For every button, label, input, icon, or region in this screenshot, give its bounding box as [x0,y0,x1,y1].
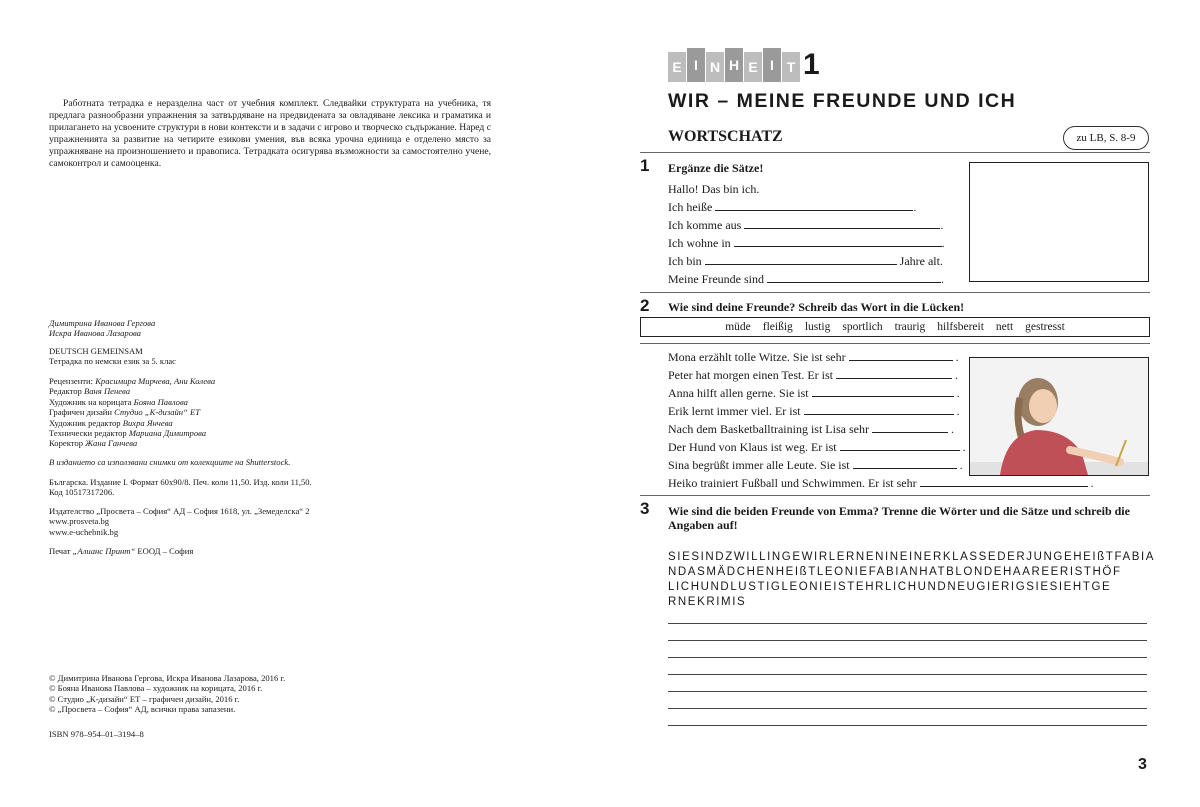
word-bank-item: müde [725,321,751,333]
ex2-sentence: Anna hilft allen gerne. Sie ist . [668,386,960,400]
writing-line[interactable] [668,708,1147,709]
book-title: DEUTSCH GEMEINSAM [49,346,143,356]
copyright-line: © Студио „К-дизайн“ ЕТ – графичен дизайн, 2016 г. [49,693,240,704]
unit-badge: E I N H E I T 1 [668,44,820,82]
divider [640,343,1150,344]
publisher-info [49,506,409,537]
word-bank-item: traurig [894,321,926,333]
unit-number: 1 [803,48,820,81]
copyright-block [49,673,409,715]
exercise-2-number: 2 [640,296,650,315]
exercise-1-heading: Ergänze die Sätze! [668,161,764,175]
ex1-line: Ich heiße . [668,200,917,214]
ex2-sentence: Mona erzählt tolle Witze. Sie ist sehr . [668,350,959,364]
word-bank [640,317,1150,337]
word-bank-item: gestresst [1025,321,1065,333]
ex2-sentence: Peter hat morgen einen Test. Er ist . [668,368,959,382]
writing-line[interactable] [668,623,1147,624]
ex1-line: Meine Freunde sind . [668,272,944,286]
ex2-blank[interactable] [872,422,948,433]
divider [640,292,1150,293]
credit-line: Художник редактор Вихра Янчева [49,417,173,428]
letter-chain-line: NDASMÄDCHENHEIßTLEONIEFABIANHATBLONDEHAAREERISTHÖF [668,566,1122,578]
intro-paragraph: Работната тетрадка е неразделна част от учебния комплект. Следвайки структурата на учебника, тя предлага разнообразни упражнения за затвърдяване на предвидената за овладяване лексика и граматика и прилагането на усвоените структури в нови контексти и в задачи с игрово и творческо съдържание. Наред с упражненията за развитие на четирите езикови умения, във всяка урочна единица е отделено място за упражняване на произношението и правописа. Тетрадката осигурява възможности за самостоятелно учене, самоконтрол и самооценка. [49,98,491,170]
copyright-line: © „Просвета – София“ АД, всички права запазени. [49,704,236,715]
section-title: WORTSCHATZ [668,128,783,145]
ex1-line: Ich bin Jahre alt. [668,254,943,268]
book-subtitle: Тетрадка по немски език за 5. клас [49,356,177,367]
ex2-blank[interactable] [920,476,1088,487]
letter-chain-line: SIESINDZWILLINGEWIRLERNENINEINERKLASSEDERJUNGEHEIßTFABIA [668,551,1156,563]
ex1-blank[interactable] [705,254,897,265]
author-2: Искра Иванова Лазарова [49,328,141,339]
publisher-website: www.prosveta.bg [49,516,110,527]
reference-badge: zu LB, S. 8-9 [1063,126,1149,150]
publisher-website: www.e-uchebnik.bg [49,526,119,537]
letter-chain-line: LICHUNDLUSTIGLEONIEISTEHRLICHUNDNEUGIERIGSIESIEHTGE [668,581,1112,593]
ex2-sentence: Heiko trainiert Fußball und Schwimmen. Er ist sehr . [668,476,1094,490]
girl-writing-illustration [970,358,1148,475]
ex1-blank[interactable] [744,218,940,229]
ex2-blank[interactable] [840,440,960,451]
divider [640,152,1150,153]
word-bank-item: hilfsbereit [937,321,984,333]
exercise-3-number: 3 [640,499,650,518]
ex2-blank[interactable] [836,368,952,379]
letter-chain-line: RNEKRIMIS [668,596,747,608]
writing-line[interactable] [668,640,1147,641]
exercise-2-heading: Wie sind deine Freunde? Schreib das Wort in die Lücken! [668,300,965,314]
credit-line: Технически редактор Мариана Димитрова [49,428,207,439]
credit-line: Графичен дизайн Студио „К-дизайн“ ЕТ [49,407,201,418]
unit-title: WIR – MEINE FREUNDE UND ICH [668,90,1017,112]
word-bank-item: lustig [804,321,831,333]
ex1-line: Ich komme aus . [668,218,944,232]
self-portrait-box[interactable] [969,162,1149,282]
writing-line[interactable] [668,725,1147,726]
girl-writing-photo [969,357,1149,476]
exercise-1-number: 1 [640,156,650,175]
writing-line[interactable] [668,674,1147,675]
credit-line: Художник на корицата Бояна Павлова [49,396,188,407]
exercise-3-heading-line1: Wie sind die beiden Freunde von Emma? Trenne die Wörter und die Sätze und schreib die [668,504,1130,518]
shutterstock-note: В изданието са използвани снимки от колекциите на Shutterstock. [49,457,291,467]
word-bank-item: nett [995,321,1014,333]
exercise-3-heading-line2: Angaben auf! [668,518,738,532]
ex1-line: Ich wohne in . [668,236,945,250]
credit-line: Коректор Жана Ганчева [49,438,138,449]
ex1-blank[interactable] [734,236,942,247]
isbn: ISBN 978–954–01–3194–8 [49,729,144,739]
ex1-blank[interactable] [767,272,941,283]
word-bank-item: sportlich [842,321,883,333]
ex2-sentence: Nach dem Basketballtraining ist Lisa sehr . [668,422,954,436]
divider [640,495,1150,496]
ex2-blank[interactable] [804,404,954,415]
page-number: 3 [1138,756,1147,773]
copyright-line: © Бояна Иванова Павлова – художник на корицата, 2016 г. [49,683,263,694]
ex2-blank[interactable] [849,350,953,361]
print-info [49,477,409,498]
copyright-line: © Димитрина Иванова Гергова, Искра Иванова Лазарова, 2016 г. [49,673,286,683]
ex1-blank[interactable] [715,200,913,211]
publisher-line: Издателство „Просвета – София“ АД – София 1618, ул. „Земеделска“ 2 [49,506,310,516]
letter-chain [668,550,1155,610]
writing-line[interactable] [668,657,1147,658]
print-info-line: Код 10517317206. [49,487,115,498]
ex1-line: Hallo! Das bin ich. [668,182,760,196]
book-info [49,346,409,367]
ex2-sentence: Erik lernt immer viel. Er ist . [668,404,960,418]
writing-line[interactable] [668,691,1147,692]
authors [49,318,409,339]
credit-line: Рецензенти: Красимира Мирчева, Ани Колева [49,376,216,386]
print-info-line: Българска. Издание I. Формат 60x90/8. Печ. коли 11,50. Изд. коли 11,50. [49,477,312,487]
ex2-sentence: Sina begrüßt immer alle Leute. Sie ist . [668,458,963,472]
printing-line: Печат „Алианс Принт“ ЕООД – София [49,546,194,556]
credits-list [49,376,409,449]
ex2-blank[interactable] [812,386,954,397]
ex2-blank[interactable] [853,458,957,469]
credit-line: Редактор Ваня Пенева [49,386,131,397]
author-1: Димитрина Иванова Гергова [49,318,156,328]
ex2-sentence: Der Hund von Klaus ist weg. Er ist . [668,440,966,454]
word-bank-item: fleißig [762,321,793,333]
